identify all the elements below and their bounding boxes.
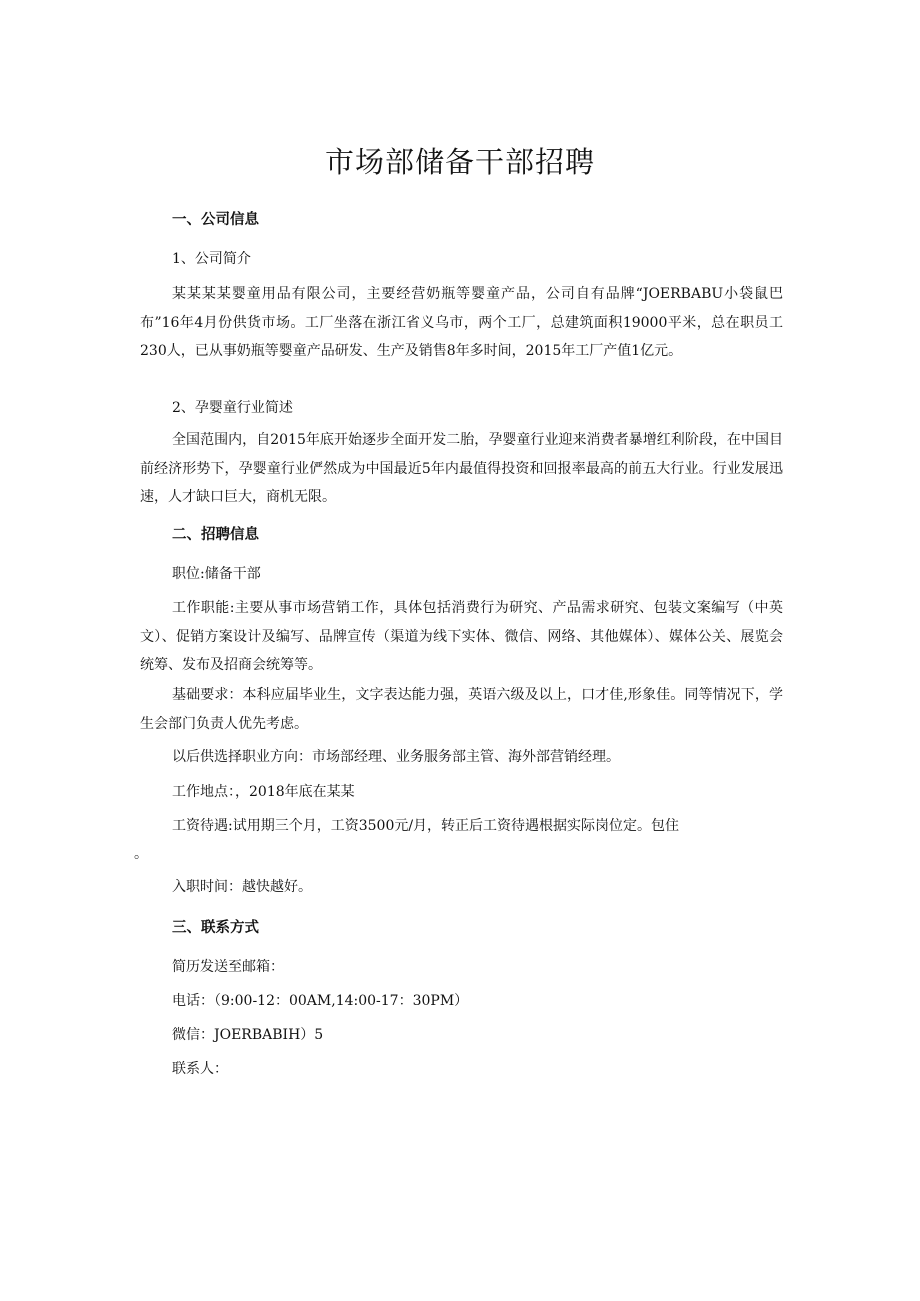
job-duties: 工作职能:主要从事市场营销工作，具体包括消费行为研究、产品需求研究、包装文案编写（中英文）、促销方案设计及编写、品牌宣传（渠道为线下实体、微信、网络、其他媒体）、媒体公关、展览会统筹、发布及招商会统筹等。	[140, 600, 783, 673]
salary-line: 工资待遇:试用期三个月，工资3500元/月，转正后工资待遇根据实际岗位定。包住	[172, 818, 680, 834]
contact-person: 联系人：	[172, 1061, 228, 1077]
section-heading-recruitment-info: 二、招聘信息	[172, 527, 259, 543]
job-requirements: 基础要求：本科应届毕业生，文字表达能力强，英语六级及以上，口才佳,形象佳。同等情况下，学生会部门负责人优先考虑。	[140, 687, 783, 732]
job-position: 职位:储备干部	[172, 566, 261, 582]
section-heading-company-info: 一、公司信息	[172, 212, 259, 228]
contact-phone: 电话：（9:00-12：00AM,14:00-17：30PM）	[172, 993, 469, 1009]
subheading-company-intro: 1、公司简介	[172, 251, 251, 267]
page-title: 市场部储备干部招聘	[324, 145, 595, 179]
salary-line-continuation: 。	[134, 846, 148, 862]
section-heading-contact: 三、联系方式	[172, 920, 259, 936]
subheading-industry-overview: 2、孕婴童行业简述	[172, 400, 293, 416]
contact-wechat: 微信：JOERBABIH）5	[172, 1027, 324, 1043]
paragraph-industry-overview: 全国范围内，自2015年底开始逐步全面开发二胎，孕婴童行业迎来消费者暴增红利阶段，在中国目前经济形势下，孕婴童行业俨然成为中国最近5年内最值得投资和回报率最高的前五大行业。行业发展迅速，人才缺口巨大，商机无限。	[140, 432, 783, 505]
work-location: 工作地点：，2018年底在某某	[172, 784, 355, 800]
paragraph-company-intro: 某某某某婴童用品有限公司，主要经营奶瓶等婴童产品，公司自有品牌“JOERBABU小袋鼠巴布”16年4月份供货市场。工厂坐落在浙江省义乌市，两个工厂，总建筑面积19000平米，总在职员工230人，已从事奶瓶等婴童产品研发、生产及销售8年多时间，2015年工厂产值1亿元。	[140, 286, 783, 359]
contact-email: 简历发送至邮箱：	[172, 959, 284, 975]
career-direction: 以后供选择职业方向：市场部经理、业务服务部主管、海外部营销经理。	[172, 749, 620, 765]
start-time: 入职时间：越快越好。	[172, 879, 312, 895]
